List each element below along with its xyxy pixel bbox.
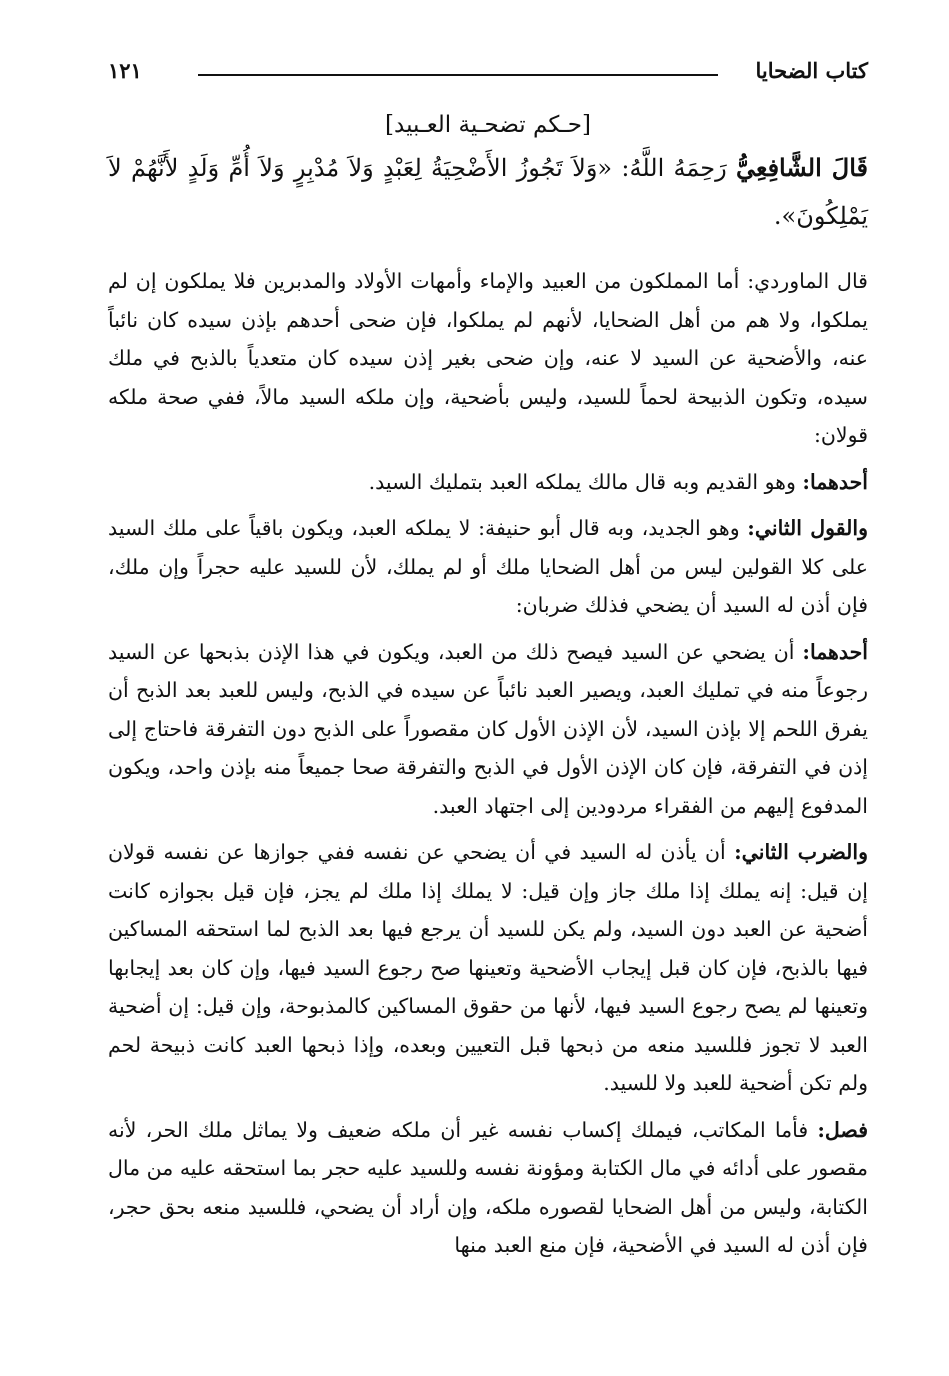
running-header xyxy=(108,48,868,88)
paragraph-text: وهو القديم وبه قال مالك يملكه العبد بتمليك السيد. xyxy=(368,469,803,494)
paragraph-lead: أحدهما: xyxy=(802,639,868,664)
section-title: [حـكم تضحـية العـبيد] xyxy=(385,112,591,138)
page-number: ١٢١ xyxy=(108,58,142,83)
paragraph-first-type xyxy=(108,633,868,826)
paragraph-lead: أحدهما: xyxy=(802,469,868,494)
paragraph-text: قال الماوردي: أما المملكون من العبيد والإماء وأمهات الأولاد والمدبرين فلا يملكون إن لم يملكوا، ولا هم من أهل الضحايا، لأنهم لم يملكوا، فإن ضحى أحدهم بإذن سيده كان نائباً عنه، والأضحية عن السيد لا عنه، وإن ضحى بغير إذن سيده كان متعدياً بالذبح في ملك سيده، وتكون الذبيحة لحماً للسيد، وليس بأضحية، وإن ملكه السيد مالاً، ففي صحة ملكه قولان: xyxy=(108,269,868,447)
paragraph-section-mukatab xyxy=(108,1111,868,1265)
quote-speaker: قَالَ الشَّافِعِيُّ xyxy=(736,153,868,182)
paragraph-lead: فصل: xyxy=(817,1117,868,1142)
shafii-quote xyxy=(108,144,868,240)
book-page xyxy=(108,48,868,1348)
paragraph-second-opinion xyxy=(108,509,868,625)
paragraph-text: وهو الجديد، وبه قال أبو حنيفة: لا يملكه العبد، ويكون باقياً على ملك السيد على كلا القولين ليس من أهل الضحايا ملك أو لم يملك، لأن للسيد عليه حجراً وإن ملك، فإن أذن له السيد أن يضحي فذلك ضربان: xyxy=(108,516,868,617)
quote-text: رَحِمَهُ اللَّهُ: «وَلاَ تَجُوزُ الأَضْحِيَةُ لِعَبْدٍ وَلاَ مُدْبِرٍ وَلاَ أُمِّ وَلَدٍ لأَنَّهُمْ لاَ يَمْلِكُونَ». xyxy=(108,154,868,230)
paragraph-second-type xyxy=(108,833,868,1103)
paragraph-lead: والضرب الثاني: xyxy=(734,840,868,864)
paragraph-text: أن يضحي عن السيد فيصح ذلك من العبد، ويكون في هذا الإذن بذبحها عن السيد رجوعاً منه في تمليك العبد، ويصير العبد نائباً عن سيده في الذبح، وليس للعبد بعد الذبح أن يفرق اللحم إلا بإذن السيد، لأن الإذن الأول كان مقصوراً على الذبح دون التفرقة فاحتاج إلى إذن في التفرقة، فإن كان الإذن الأول في الذبح والتفرقة صحا جميعاً منه بإذن واحد، ويكون المدفوع إليهم من الفقراء مردودين إلى اجتهاد العبد. xyxy=(108,639,868,818)
book-title: كتاب الضحايا xyxy=(755,58,868,83)
paragraph-text: أن يأذن له السيد في أن يضحي عن نفسه ففي جوازها عن نفسه قولان إن قيل: إنه يملك إذا ملك جاز وإن قيل: لا يملك إذا ملك لم يجز، فإن قيل بجوازه كانت أضحية عن العبد دون السيد، ولم يكن للسيد أن يرجع فيها بعد الذبح لما استحقه المساكين فيها بالذبح، فإن كان قبل إيجاب الأضحية وتعينها صح رجوع السيد فيها، وإن كان بعد إيجابها وتعينها لم يصح رجوع السيد فيها، لأنها من حقوق المساكين كالمذبوحة، وإن قيل: إن أضحية العبد لا تجوز فللسيد منعه من ذبحها قبل التعيين وبعده، وإذا ذبحها العبد كانت ذبيحة لحم ولم تكن أضحية للعبد ولا للسيد. xyxy=(108,840,868,1095)
paragraph-first-opinion xyxy=(108,463,868,502)
paragraph-mawardi xyxy=(108,262,868,455)
header-rule xyxy=(198,74,718,76)
paragraph-lead: والقول الثاني: xyxy=(747,516,868,540)
paragraph-text: فأما المكاتب، فيملك إكساب نفسه غير أن ملكه ضعيف ولا يماثل ملك الحر، لأنه مقصور على أدائه في مال الكتابة ومؤونة نفسه وللسيد عليه حجر بما استحقه عليه من مال الكتابة، وليس من أهل الضحايا لقصوره ملكه، وإن أراد أن يضحي، فللسيد منعه بحق حجر، فإن أذن له السيد في الأضحية، فإن منع العبد منها xyxy=(108,1117,868,1257)
